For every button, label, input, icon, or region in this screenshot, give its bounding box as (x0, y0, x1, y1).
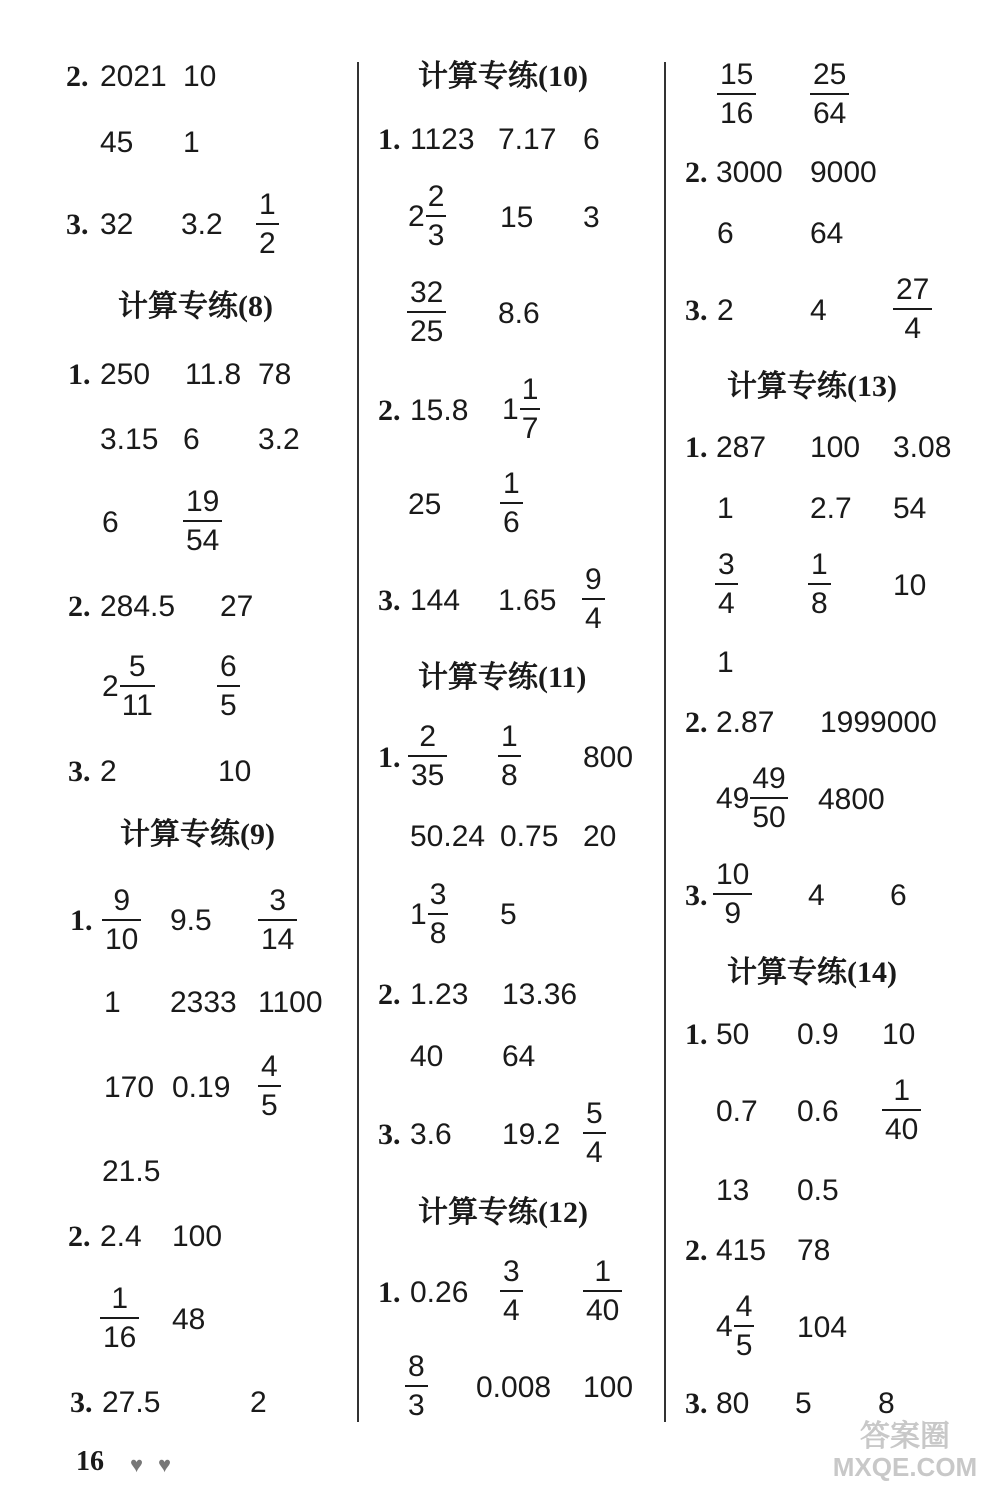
answer-value: 100 (810, 431, 861, 464)
fraction: 4 5 (258, 1052, 281, 1121)
answer-value: 0.008 (476, 1371, 552, 1404)
question-label: 3. (378, 1118, 401, 1151)
answer-value: 50 (716, 1018, 750, 1051)
answer-value: 170 (104, 1071, 155, 1104)
answer-value: 800 (583, 741, 634, 774)
answer-value: 54 (893, 492, 927, 525)
answer-value: 13 (716, 1174, 750, 1207)
answer-value: 250 (100, 358, 151, 391)
question-label: 3. (685, 1387, 708, 1420)
question-label: 3. (66, 208, 89, 241)
fraction: 1 40 (583, 1257, 622, 1326)
answer-value: 27.5 (102, 1386, 161, 1419)
answer-value: 1 (183, 126, 200, 159)
section-heading: 计算专练(11) (418, 660, 587, 695)
fraction: 27 4 (893, 275, 932, 344)
answer-value: 48 (172, 1303, 206, 1336)
question-label: 3. (68, 755, 91, 788)
answer-value: 104 (797, 1311, 848, 1344)
answer-value: 27 (220, 590, 254, 623)
answer-value: 6 (890, 879, 907, 912)
fraction: 3 4 (500, 1257, 523, 1326)
answer-value: 4 (810, 294, 827, 327)
page-number: 16 (76, 1446, 104, 1477)
answer-value: 2.87 (716, 706, 775, 739)
answer-value: 0.7 (716, 1095, 758, 1128)
answer-value: 5 (500, 898, 517, 931)
answer-value: 32 (100, 208, 134, 241)
question-label: 2. (685, 156, 708, 189)
section-heading: 计算专练(9) (120, 817, 275, 852)
section-heading: 计算专练(13) (727, 369, 897, 404)
answer-value: 1 (104, 986, 121, 1019)
answer-value: 6 (102, 506, 119, 539)
answer-value: 15 (500, 201, 534, 234)
answer-value: 100 (583, 1371, 634, 1404)
answer-value: 2 (250, 1386, 267, 1419)
answer-value: 3000 (716, 156, 783, 189)
answer-value: 10 (218, 755, 252, 788)
answer-value: 6 (717, 217, 734, 250)
answer-value: 25 (408, 488, 442, 521)
answer-value: 284.5 (100, 590, 176, 623)
section-heading: 计算专练(12) (418, 1195, 588, 1230)
fraction: 15 16 (717, 60, 756, 129)
question-label: 3. (70, 1386, 93, 1419)
answer-value: 8.6 (498, 297, 540, 330)
fraction: 1 8 (808, 550, 831, 619)
question-label: 2. (685, 1234, 708, 1267)
watermark: 答案圈 MXQE.COM (832, 1420, 978, 1482)
heart-icon: ♥ (158, 1452, 172, 1477)
heart-icon: ♥ (130, 1452, 144, 1477)
fraction: 3 4 (715, 550, 738, 619)
answer-value: 3.6 (410, 1118, 452, 1151)
question-label: 2. (68, 590, 91, 623)
answer-value: 2.4 (100, 1220, 142, 1253)
mixed-number: 2 5 11 (102, 650, 153, 722)
answer-value: 0.75 (500, 820, 559, 853)
answer-value: 1.65 (498, 584, 557, 617)
answer-value: 2.7 (810, 492, 852, 525)
fraction: 5 4 (583, 1099, 606, 1168)
answer-value: 3.08 (893, 431, 952, 464)
answer-value: 415 (716, 1234, 767, 1267)
answer-value: 1100 (258, 986, 323, 1019)
question-label: 1. (685, 1018, 708, 1051)
fraction: 1 8 (498, 722, 521, 791)
fraction: 8 3 (405, 1352, 428, 1421)
answer-value: 6 (583, 123, 600, 156)
answer-value: 13.36 (502, 978, 578, 1011)
question-label: 3. (685, 294, 708, 327)
mixed-number: 49 49 50 (716, 762, 786, 834)
answer-value: 3.2 (258, 423, 300, 456)
fraction: 25 64 (810, 60, 849, 129)
fraction: 19 54 (183, 487, 222, 556)
answer-value: 2 (100, 755, 117, 788)
answer-value: 3.15 (100, 423, 159, 456)
answer-value: 2333 (170, 986, 237, 1019)
question-label: 1. (378, 1276, 401, 1309)
column-divider-right (664, 62, 666, 1422)
answer-value: 2 (717, 294, 734, 327)
answer-value: 11.8 (185, 358, 242, 391)
answer-value: 78 (797, 1234, 831, 1267)
question-label: 2. (685, 706, 708, 739)
mixed-number: 2 2 3 (408, 180, 445, 252)
answer-value: 64 (810, 217, 844, 250)
question-label: 1. (378, 741, 401, 774)
answer-value: 3 (583, 201, 600, 234)
answer-value: 1 (717, 646, 734, 679)
mixed-number: 4 4 5 (716, 1290, 753, 1362)
answer-value: 0.5 (797, 1174, 839, 1207)
answer-value: 4800 (818, 783, 885, 816)
answer-value: 0.26 (410, 1276, 469, 1309)
question-label: 1. (70, 904, 93, 937)
answer-value: 1999000 (820, 706, 937, 739)
answer-value: 6 (183, 423, 200, 456)
answer-value: 1123 (410, 123, 475, 156)
fraction: 6 5 (217, 652, 240, 721)
question-label: 1. (378, 123, 401, 156)
answer-value: 45 (100, 126, 134, 159)
answer-value: 3.2 (181, 208, 223, 241)
answer-value: 10 (183, 60, 217, 93)
question-label: 2. (68, 1220, 91, 1253)
answer-value: 20 (583, 820, 617, 853)
fraction: 1 40 (882, 1076, 921, 1145)
answer-value: 0.9 (797, 1018, 839, 1051)
fraction: 1 16 (100, 1284, 139, 1353)
mixed-number: 1 1 7 (502, 373, 539, 445)
fraction: 9 10 (102, 886, 141, 955)
answer-value: 19.2 (502, 1118, 561, 1151)
answer-value: 10 (893, 569, 927, 602)
answer-value: 2021 (100, 60, 167, 93)
answer-value: 100 (172, 1220, 223, 1253)
fraction: 9 4 (582, 565, 605, 634)
answer-value: 64 (502, 1040, 536, 1073)
answer-value: 144 (410, 584, 461, 617)
mixed-number: 1 3 8 (410, 878, 447, 950)
answer-value: 15.8 (410, 394, 469, 427)
column-divider-left (357, 62, 359, 1422)
answer-value: 1 (717, 492, 734, 525)
answer-value: 4 (808, 879, 825, 912)
answer-value: 10 (882, 1018, 916, 1051)
answer-value: 9000 (810, 156, 877, 189)
fraction: 2 35 (408, 722, 447, 791)
section-heading: 计算专练(14) (727, 955, 897, 990)
fraction: 1 2 (256, 190, 279, 259)
fraction: 10 9 (713, 860, 752, 929)
answer-value: 8 (878, 1387, 895, 1420)
fraction: 3 14 (258, 886, 297, 955)
answer-value: 21.5 (102, 1155, 161, 1188)
fraction: 1 6 (500, 469, 523, 538)
question-label: 1. (685, 431, 708, 464)
question-label: 3. (685, 879, 708, 912)
answer-value: 0.6 (797, 1095, 839, 1128)
section-heading: 计算专练(8) (118, 289, 273, 324)
answer-value: 40 (410, 1040, 444, 1073)
question-label: 2. (378, 394, 401, 427)
answer-value: 0.19 (172, 1071, 231, 1104)
fraction: 32 25 (407, 278, 446, 347)
question-label: 3. (378, 584, 401, 617)
question-label: 1. (68, 358, 91, 391)
question-label: 2. (378, 978, 401, 1011)
answer-value: 287 (716, 431, 767, 464)
answer-value: 7.17 (498, 123, 557, 156)
answer-value: 9.5 (170, 904, 212, 937)
question-label: 2. (66, 60, 89, 93)
answer-value: 5 (795, 1387, 812, 1420)
answer-value: 80 (716, 1387, 750, 1420)
section-heading: 计算专练(10) (418, 59, 588, 94)
answer-value: 50.24 (410, 820, 486, 853)
answer-value: 1.23 (410, 978, 469, 1011)
answer-value: 78 (258, 358, 292, 391)
